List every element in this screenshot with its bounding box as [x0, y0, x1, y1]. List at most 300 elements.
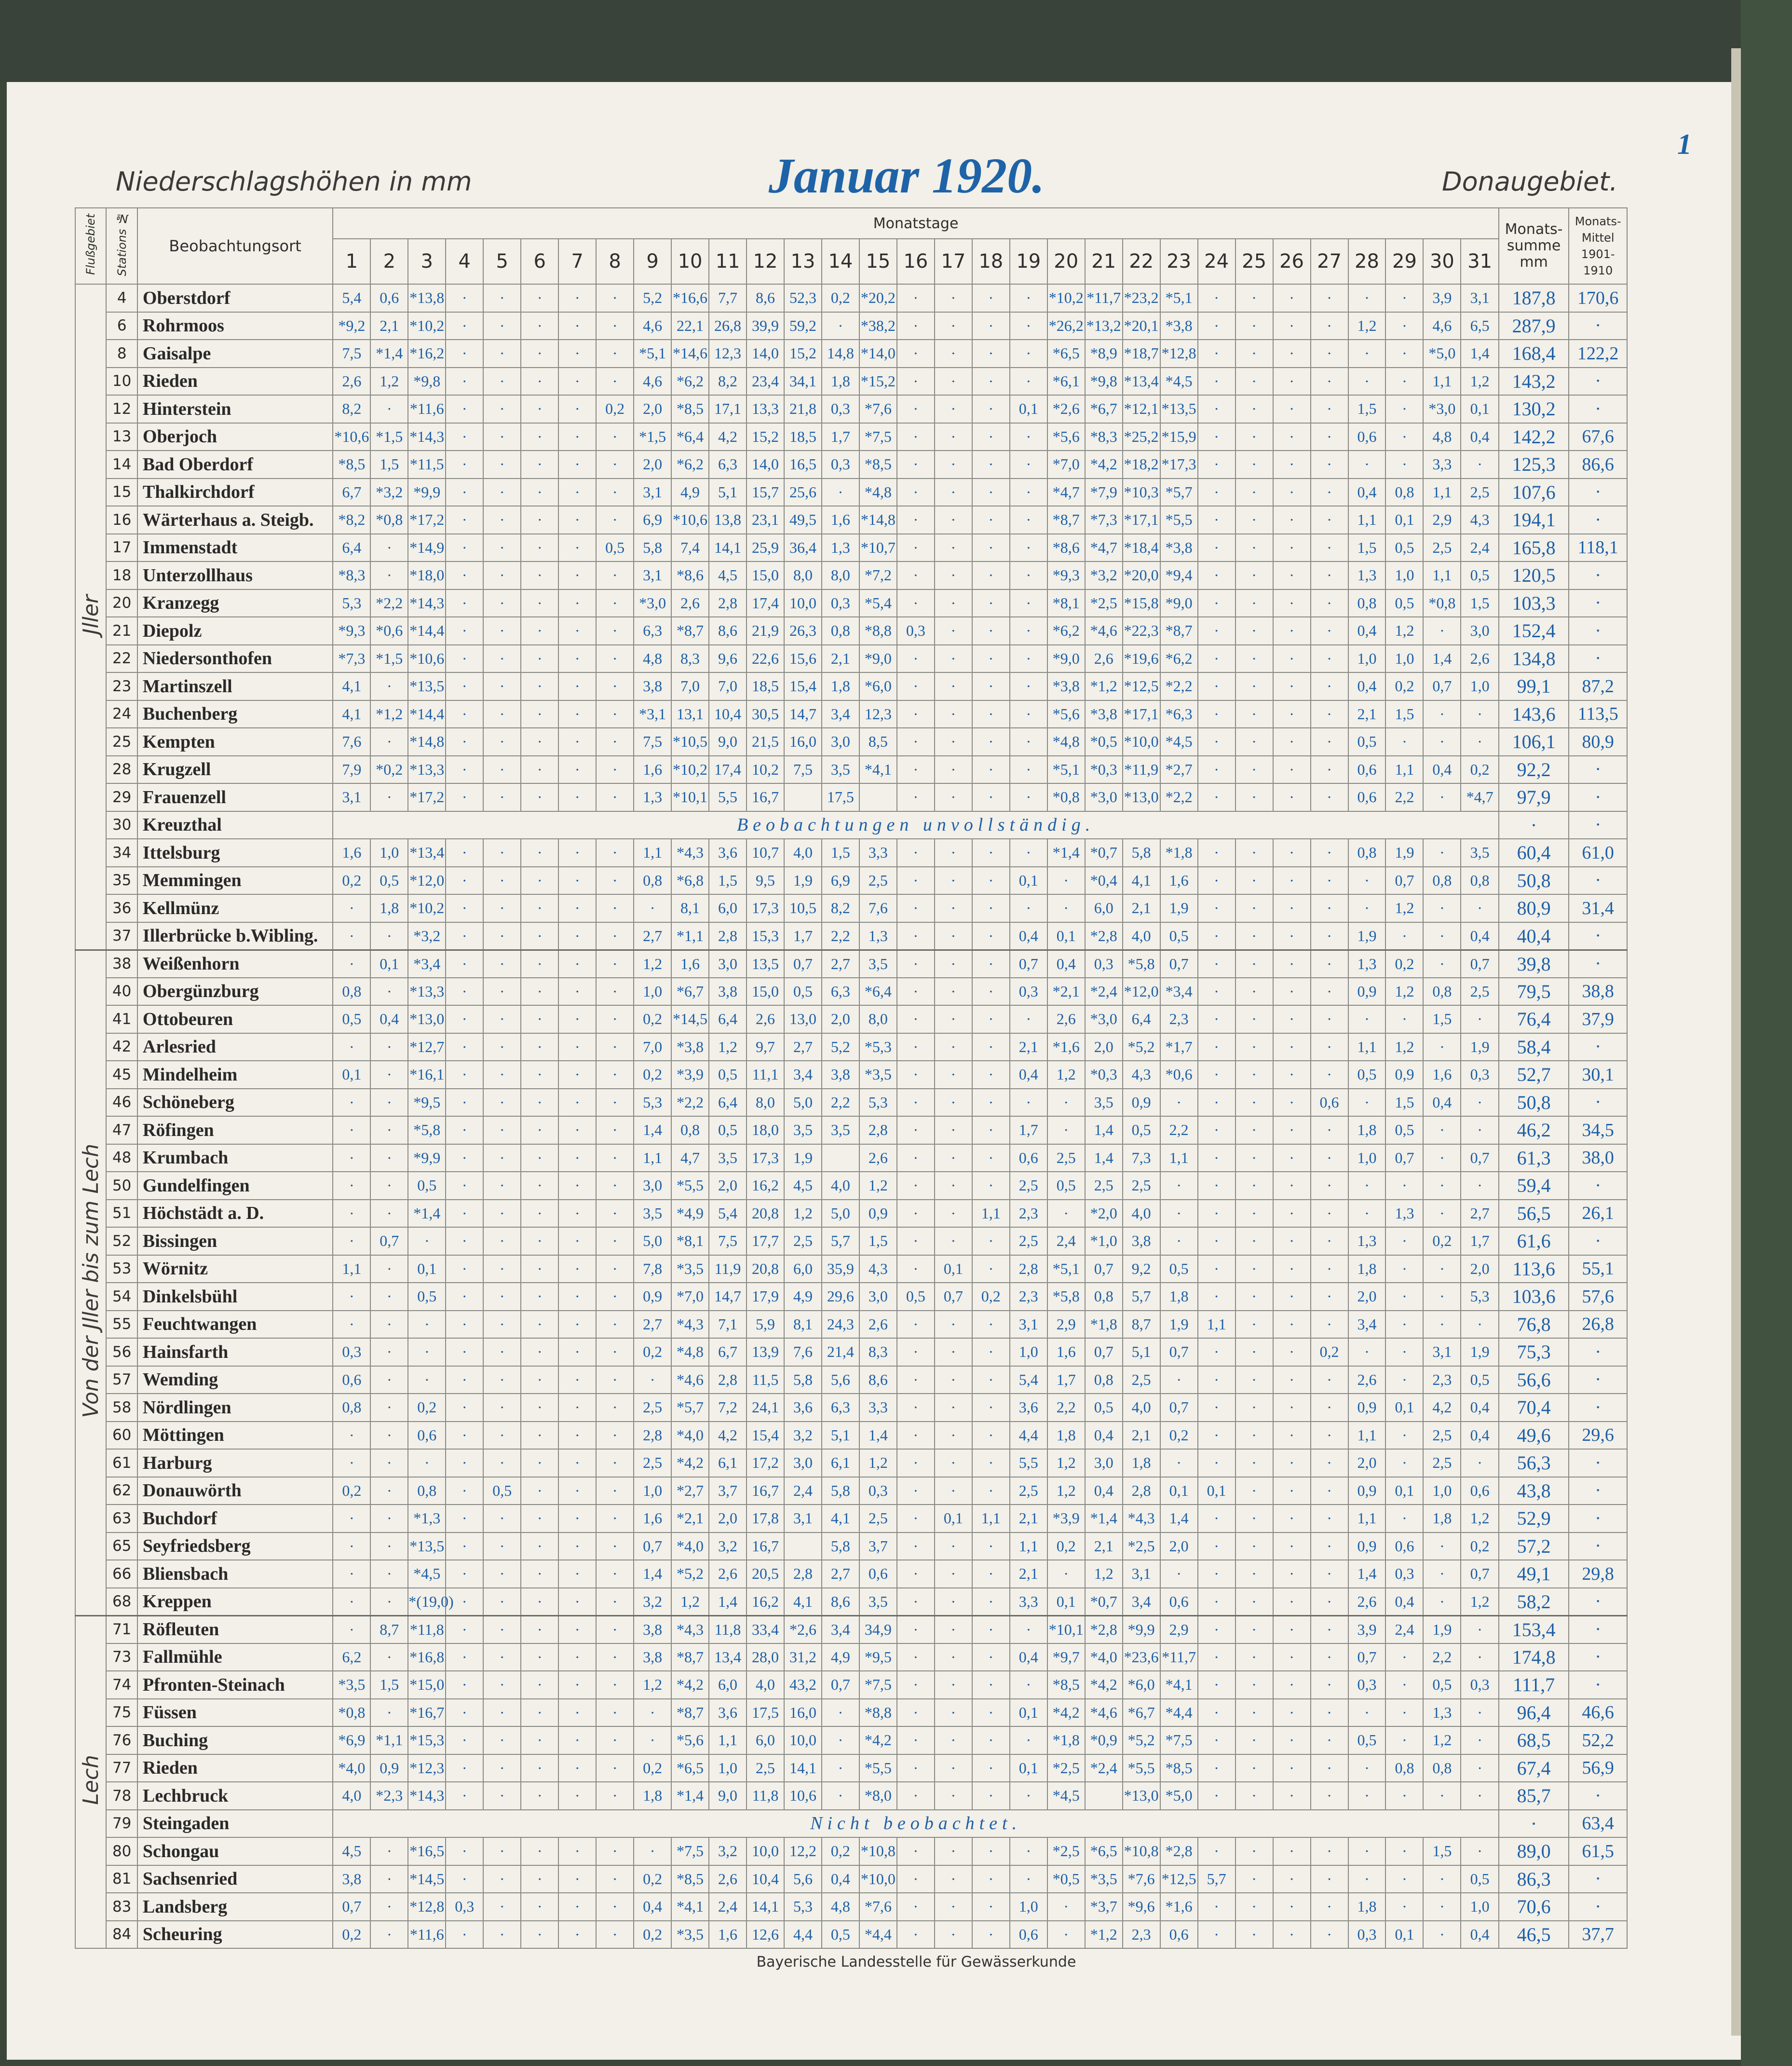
day-value: · — [1348, 284, 1386, 312]
day-value: · — [483, 1366, 521, 1394]
day-value: · — [972, 1615, 1010, 1643]
day-value: 2,4 — [709, 1893, 747, 1921]
day-value: 18,5 — [747, 672, 784, 700]
day-value: · — [1047, 1200, 1085, 1228]
day-value: · — [446, 1449, 483, 1477]
day-value: · — [897, 1477, 935, 1505]
day-value: *4,2 — [671, 1449, 709, 1477]
day-value: · — [1198, 340, 1235, 368]
day-value: 1,9 — [1385, 839, 1423, 867]
day-value: · — [1010, 1837, 1047, 1865]
day-value: · — [521, 1588, 558, 1616]
day-value: · — [1198, 1200, 1235, 1228]
day-value: · — [446, 589, 483, 617]
station-name: Schongau — [137, 1837, 333, 1865]
day-value: · — [972, 423, 1010, 451]
day-value: *2,5 — [1085, 589, 1123, 617]
day-value: · — [1311, 1560, 1348, 1588]
day-value: · — [1311, 978, 1348, 1006]
day-value: · — [972, 1560, 1010, 1588]
day-value: 4,1 — [1123, 867, 1160, 895]
day-value: 0,5 — [1123, 1116, 1160, 1144]
day-value: 9,6 — [709, 645, 747, 673]
station-number: 21 — [106, 617, 137, 645]
day-value: · — [897, 756, 935, 784]
day-value: 0,5 — [822, 1921, 859, 1949]
precipitation-table — [75, 207, 1628, 1949]
day-value: · — [558, 534, 596, 562]
day-value: · — [1385, 395, 1423, 423]
day-value: *2,6 — [1047, 395, 1085, 423]
day-header: 25 — [1235, 239, 1273, 284]
month-mean: · — [1569, 1671, 1627, 1699]
day-value: *5,1 — [634, 340, 671, 368]
day-value: *4,6 — [1085, 1699, 1123, 1727]
day-value: *2,2 — [671, 1089, 709, 1117]
month-mean: 38,8 — [1569, 978, 1627, 1006]
month-sum: 40,4 — [1499, 922, 1569, 950]
day-value: · — [1311, 1865, 1348, 1893]
month-mean: 55,1 — [1569, 1255, 1627, 1283]
month-mean: · — [1569, 395, 1627, 423]
day-value: · — [596, 672, 634, 700]
day-value: · — [558, 1116, 596, 1144]
day-value: · — [897, 894, 935, 922]
day-value: 0,9 — [1348, 978, 1386, 1006]
day-value: · — [1273, 479, 1311, 506]
day-value: 0,1 — [1010, 1699, 1047, 1727]
month-sum: 67,4 — [1499, 1754, 1569, 1782]
month-mean: 80,9 — [1569, 728, 1627, 756]
day-value: · — [446, 1061, 483, 1089]
day-value: 2,8 — [709, 922, 747, 950]
day-value: · — [1273, 1921, 1311, 1949]
day-value: · — [596, 506, 634, 534]
day-value: 7,8 — [634, 1255, 671, 1283]
day-value: · — [1010, 1865, 1047, 1893]
station-number: 8 — [106, 340, 137, 368]
station-name: Buchdorf — [137, 1505, 333, 1532]
day-value: · — [897, 1172, 935, 1200]
day-value: 8,2 — [333, 395, 370, 423]
day-value: · — [446, 1699, 483, 1727]
day-value: · — [972, 1477, 1010, 1505]
month-sum: · — [1499, 811, 1569, 839]
day-value: · — [1235, 1116, 1273, 1144]
day-value: · — [446, 756, 483, 784]
day-value: 5,3 — [784, 1893, 822, 1921]
station-number: 52 — [106, 1227, 137, 1255]
day-value: 1,6 — [671, 950, 709, 978]
day-value: · — [483, 1116, 521, 1144]
day-value: · — [972, 1005, 1010, 1033]
month-mean: · — [1569, 1089, 1627, 1117]
station-name: Hainsfarth — [137, 1338, 333, 1366]
day-value: · — [596, 978, 634, 1006]
day-value: 15,0 — [747, 978, 784, 1006]
station-number: 58 — [106, 1394, 137, 1422]
day-value: *3,4 — [1160, 978, 1198, 1006]
day-value: · — [446, 1588, 483, 1616]
day-value: · — [1423, 1033, 1461, 1061]
day-value: 5,1 — [1123, 1338, 1160, 1366]
month-mean: · — [1569, 783, 1627, 811]
station-number: 73 — [106, 1643, 137, 1671]
day-value: 0,5 — [1461, 1865, 1498, 1893]
day-value: · — [558, 1588, 596, 1616]
day-value: · — [1010, 423, 1047, 451]
day-value: 18,5 — [784, 423, 822, 451]
day-value: 1,7 — [1461, 1227, 1498, 1255]
day-value: 2,6 — [1047, 1005, 1085, 1033]
day-value: · — [1198, 1560, 1235, 1588]
day-value: 1,8 — [1348, 1116, 1386, 1144]
day-value: 1,1 — [1423, 479, 1461, 506]
day-value: 0,2 — [634, 1338, 671, 1366]
month-mean: 29,6 — [1569, 1422, 1627, 1450]
day-header: 27 — [1311, 239, 1348, 284]
day-value: · — [972, 700, 1010, 728]
day-value: 0,1 — [1010, 1754, 1047, 1782]
day-value: · — [935, 534, 972, 562]
day-value: *3,8 — [1160, 312, 1198, 340]
month-mean: · — [1569, 756, 1627, 784]
day-value: · — [596, 312, 634, 340]
day-value: *9,3 — [333, 617, 370, 645]
day-value: *5,1 — [1160, 284, 1198, 312]
day-value: 0,6 — [1010, 1921, 1047, 1949]
day-value: · — [1423, 783, 1461, 811]
day-value: 3,9 — [1348, 1615, 1386, 1643]
day-value: *4,5 — [1160, 728, 1198, 756]
day-value: · — [1273, 1588, 1311, 1616]
day-value: 1,8 — [1047, 1422, 1085, 1450]
day-value: · — [558, 839, 596, 867]
day-value: *5,4 — [859, 589, 897, 617]
month-sum: 49,6 — [1499, 1422, 1569, 1450]
day-value: 0,7 — [1085, 1255, 1123, 1283]
day-value: · — [596, 1200, 634, 1228]
day-value: · — [897, 1754, 935, 1782]
day-value: 22,1 — [671, 312, 709, 340]
day-value: 0,4 — [1385, 1588, 1423, 1616]
table-row — [75, 1754, 1627, 1782]
day-value: 3,0 — [1085, 1449, 1123, 1477]
day-value: · — [1273, 1477, 1311, 1505]
day-value: · — [1198, 506, 1235, 534]
day-value: *11,5 — [408, 451, 446, 479]
station-number: 78 — [106, 1782, 137, 1810]
day-header: 11 — [709, 239, 747, 284]
day-value: · — [935, 672, 972, 700]
station-number: 57 — [106, 1366, 137, 1394]
day-value: *3,4 — [408, 950, 446, 978]
day-value: · — [370, 1283, 408, 1311]
day-value: 2,5 — [1047, 1144, 1085, 1172]
day-value: 0,5 — [1423, 1671, 1461, 1699]
day-value: 0,3 — [1010, 978, 1047, 1006]
col-river: Flußgebiet — [75, 208, 106, 284]
day-value: · — [446, 1283, 483, 1311]
day-header: 12 — [747, 239, 784, 284]
day-value: 1,5 — [370, 1671, 408, 1699]
day-value: · — [897, 1505, 935, 1532]
day-value: · — [596, 1116, 634, 1144]
header-right: Donaugebiet. — [1442, 166, 1618, 197]
day-value: 16,7 — [747, 1532, 784, 1560]
day-value: 1,2 — [1047, 1061, 1085, 1089]
day-value: *6,5 — [1047, 340, 1085, 368]
day-value: · — [446, 783, 483, 811]
day-value: · — [483, 1089, 521, 1117]
day-value: · — [1311, 1061, 1348, 1089]
day-value: · — [1235, 894, 1273, 922]
day-value: *9,9 — [408, 479, 446, 506]
day-value: 10,0 — [747, 1837, 784, 1865]
day-value: · — [446, 1477, 483, 1505]
day-value: · — [935, 423, 972, 451]
month-mean: 46,6 — [1569, 1699, 1627, 1727]
day-value: · — [558, 312, 596, 340]
day-value: 6,0 — [709, 894, 747, 922]
day-value: · — [333, 1588, 370, 1616]
day-value: 21,4 — [822, 1338, 859, 1366]
day-value: 0,5 — [897, 1283, 935, 1311]
day-value: 0,1 — [333, 1061, 370, 1089]
day-value: 18,0 — [747, 1116, 784, 1144]
day-value: · — [1273, 506, 1311, 534]
day-value: · — [1235, 395, 1273, 423]
day-value: · — [1385, 451, 1423, 479]
day-value: · — [370, 395, 408, 423]
day-value: · — [558, 284, 596, 312]
day-value: · — [935, 1921, 972, 1949]
day-value: 24,3 — [822, 1311, 859, 1339]
day-value: 2,6 — [1085, 645, 1123, 673]
day-value: 7,5 — [333, 340, 370, 368]
day-value: *18,7 — [1123, 340, 1160, 368]
day-value: · — [558, 395, 596, 423]
day-value: 2,8 — [859, 1116, 897, 1144]
day-value: · — [935, 1560, 972, 1588]
day-value: 1,2 — [1385, 894, 1423, 922]
day-value: 17,2 — [747, 1449, 784, 1477]
day-value: · — [521, 1089, 558, 1117]
day-value: · — [1198, 894, 1235, 922]
day-value: 17,9 — [747, 1283, 784, 1311]
month-sum: 97,9 — [1499, 783, 1569, 811]
day-value: · — [446, 561, 483, 589]
day-value: · — [1235, 839, 1273, 867]
day-value: 3,8 — [634, 1643, 671, 1671]
day-value: 2,8 — [784, 1560, 822, 1588]
day-value: *9,8 — [408, 368, 446, 396]
day-value: *4,8 — [1047, 728, 1085, 756]
day-value: · — [446, 506, 483, 534]
day-value: 4,3 — [1123, 1061, 1160, 1089]
day-value: *10,8 — [859, 1837, 897, 1865]
day-value: · — [521, 1338, 558, 1366]
day-value: *8,3 — [333, 561, 370, 589]
day-value: · — [446, 423, 483, 451]
day-value: 0,8 — [1385, 479, 1423, 506]
day-value: · — [935, 978, 972, 1006]
day-value: · — [1461, 1837, 1498, 1865]
day-value: · — [370, 1921, 408, 1949]
day-value: · — [1047, 1116, 1085, 1144]
day-value: · — [634, 1726, 671, 1754]
day-value: 0,7 — [784, 950, 822, 978]
day-value: · — [1273, 1643, 1311, 1671]
day-value: · — [1385, 284, 1423, 312]
day-value: · — [446, 645, 483, 673]
day-value: *13,3 — [408, 756, 446, 784]
day-value: · — [1348, 1754, 1386, 1782]
day-value: 6,9 — [634, 506, 671, 534]
day-value: · — [1010, 340, 1047, 368]
day-value: 1,3 — [1348, 950, 1386, 978]
day-value: · — [972, 1532, 1010, 1560]
day-value: 1,1 — [1010, 1532, 1047, 1560]
day-value: 1,5 — [1461, 589, 1498, 617]
day-value: 1,2 — [1047, 1477, 1085, 1505]
day-value: · — [596, 284, 634, 312]
day-value: · — [1198, 312, 1235, 340]
day-value: 4,9 — [671, 479, 709, 506]
day-value: · — [446, 1726, 483, 1754]
day-value: 1,8 — [822, 672, 859, 700]
day-value: 14,7 — [784, 700, 822, 728]
day-value: *12,0 — [1123, 978, 1160, 1006]
day-value: · — [370, 1643, 408, 1671]
day-value: · — [1311, 1144, 1348, 1172]
day-value: 2,1 — [1010, 1505, 1047, 1532]
month-sum: 86,3 — [1499, 1865, 1569, 1893]
day-value: · — [897, 1893, 935, 1921]
day-value: · — [1385, 1643, 1423, 1671]
station-number: 77 — [106, 1754, 137, 1782]
day-value: · — [897, 368, 935, 396]
day-value: 2,7 — [822, 1560, 859, 1588]
day-header: 26 — [1273, 239, 1311, 284]
day-value: 6,4 — [709, 1089, 747, 1117]
day-value: 7,7 — [709, 284, 747, 312]
day-value: · — [972, 1172, 1010, 1200]
station-number: 66 — [106, 1560, 137, 1588]
day-value: 0,9 — [1348, 1532, 1386, 1560]
day-value: 1,9 — [784, 1144, 822, 1172]
day-value: 13,4 — [709, 1643, 747, 1671]
day-value: 3,6 — [709, 839, 747, 867]
day-value: · — [558, 368, 596, 396]
day-value: *1,2 — [370, 700, 408, 728]
day-value: 1,7 — [1010, 1116, 1047, 1144]
day-value: · — [596, 1089, 634, 1117]
day-value: *9,7 — [1047, 1643, 1085, 1671]
month-mean: 61,5 — [1569, 1837, 1627, 1865]
day-value: 2,5 — [859, 867, 897, 895]
day-value: · — [1273, 589, 1311, 617]
day-value: · — [370, 1505, 408, 1532]
day-value: 14,7 — [709, 1283, 747, 1311]
day-value: *10,5 — [671, 728, 709, 756]
day-value: *4,8 — [671, 1338, 709, 1366]
day-value: · — [1273, 1422, 1311, 1450]
day-value: · — [1198, 1227, 1235, 1255]
day-value: *1,6 — [1047, 1033, 1085, 1061]
day-value: · — [1423, 617, 1461, 645]
month-sum: 174,8 — [1499, 1643, 1569, 1671]
day-value: · — [521, 728, 558, 756]
day-value: · — [483, 867, 521, 895]
day-value: · — [596, 1782, 634, 1810]
day-value: · — [1311, 423, 1348, 451]
day-value: · — [1311, 894, 1348, 922]
river-label-cell — [75, 950, 106, 1615]
day-value: · — [333, 1200, 370, 1228]
day-value: · — [483, 1726, 521, 1754]
day-value: · — [521, 894, 558, 922]
day-value: *18,0 — [408, 561, 446, 589]
day-value: 1,1 — [1160, 1144, 1198, 1172]
day-value: 7,0 — [709, 672, 747, 700]
day-value: 0,2 — [822, 1837, 859, 1865]
day-value: 13,3 — [747, 395, 784, 423]
day-value: 1,3 — [822, 534, 859, 562]
day-value: 0,5 — [1348, 1726, 1386, 1754]
day-value: 0,8 — [1085, 1283, 1123, 1311]
station-number: 12 — [106, 395, 137, 423]
day-value: *3,9 — [1047, 1505, 1085, 1532]
day-value: *6,2 — [1160, 645, 1198, 673]
day-value: · — [935, 1726, 972, 1754]
station-name: Rieden — [137, 368, 333, 396]
day-value: · — [521, 423, 558, 451]
month-mean: · — [1569, 1782, 1627, 1810]
day-value: · — [1311, 312, 1348, 340]
day-value: · — [483, 1338, 521, 1366]
day-value: *23,6 — [1123, 1643, 1160, 1671]
day-value: · — [1235, 950, 1273, 978]
day-value: · — [1235, 479, 1273, 506]
day-value: · — [1423, 1283, 1461, 1311]
day-value: · — [972, 1116, 1010, 1144]
day-value: · — [521, 1837, 558, 1865]
day-value: 14,0 — [747, 340, 784, 368]
day-value: 3,4 — [1348, 1311, 1386, 1339]
day-value: · — [596, 783, 634, 811]
day-value: · — [446, 1837, 483, 1865]
day-value: 0,3 — [822, 395, 859, 423]
day-value: · — [897, 284, 935, 312]
day-value: · — [1198, 561, 1235, 589]
day-value: · — [1198, 1033, 1235, 1061]
day-value: · — [521, 534, 558, 562]
day-value: 0,7 — [1160, 950, 1198, 978]
day-value: · — [972, 1865, 1010, 1893]
day-value: *13,0 — [1123, 1782, 1160, 1810]
day-value: 16,7 — [747, 1477, 784, 1505]
day-value: 8,3 — [859, 1338, 897, 1366]
station-name: Röfingen — [137, 1116, 333, 1144]
day-value: 23,4 — [747, 368, 784, 396]
day-value: *4,1 — [1160, 1671, 1198, 1699]
table-row — [75, 423, 1627, 451]
day-value: · — [483, 617, 521, 645]
day-value: 10,0 — [784, 1726, 822, 1754]
day-value: *5,2 — [671, 1560, 709, 1588]
day-value: 5,2 — [822, 1033, 859, 1061]
